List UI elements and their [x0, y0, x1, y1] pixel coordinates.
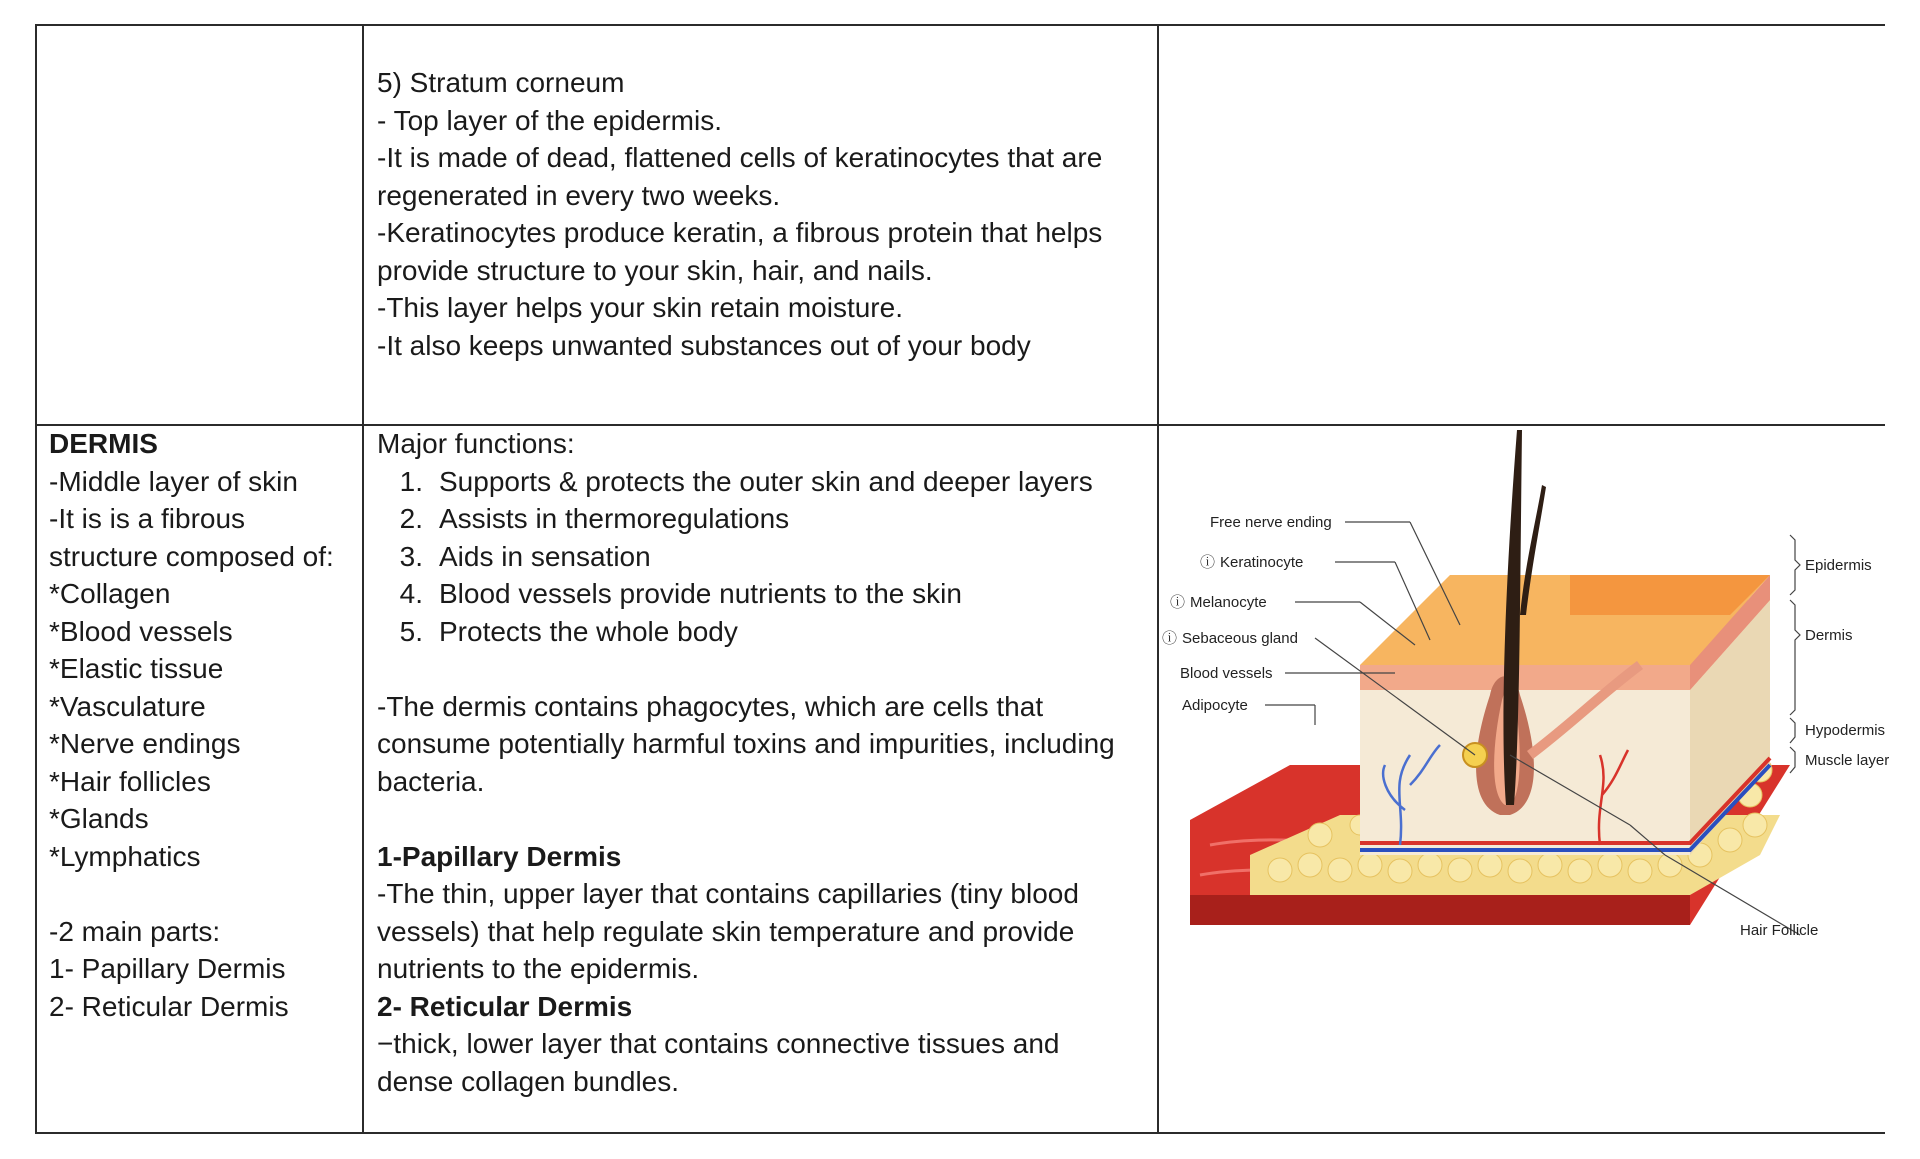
text-line: -It is made of dead, flattened cells of keratinocytes that are: [377, 142, 1103, 173]
list-item: *Lymphatics: [49, 840, 201, 872]
label-sebaceous-gland: Sebaceous gland: [1182, 630, 1298, 647]
col-border-1: [362, 24, 364, 1134]
text-line: -It is is a fibrous: [49, 503, 246, 534]
text-line: dense collagen bundles.: [377, 1065, 680, 1097]
list-item: *Elastic tissue: [49, 653, 224, 684]
reticular-title: 2- Reticular Dermis: [377, 990, 633, 1022]
col-border-left: [35, 24, 37, 1134]
label-hypodermis: Hypodermis: [1805, 722, 1886, 739]
label-dermis: Dermis: [1805, 627, 1853, 644]
col-border-2: [1157, 24, 1159, 1134]
text-line: regenerated in every two weeks.: [377, 179, 781, 211]
label-muscle-layer: Muscle layer: [1805, 752, 1890, 769]
text-line: -Keratinocytes produce keratin, a fibrous protein that helps: [377, 217, 1103, 248]
text-line: −thick, lower layer that contains connective tissues and: [377, 1028, 1060, 1059]
papillary-title: 1-Papillary Dermis: [377, 840, 622, 872]
text-line: -The dermis contains phagocytes, which are cells that: [377, 690, 1044, 722]
dermis-summary-cell: [49, 425, 334, 1025]
label-melanocyte: Melanocyte: [1190, 594, 1267, 611]
label-blood-vessels: Blood vessels: [1180, 665, 1273, 682]
dermis-title: DERMIS: [49, 428, 158, 459]
parts-title: -2 main parts:: [49, 915, 221, 947]
functions-title: Major functions:: [377, 428, 575, 459]
list-item: 2- Reticular Dermis: [49, 990, 289, 1022]
list-item: *Hair follicles: [49, 765, 211, 797]
info-icon: ⓘ: [1170, 594, 1186, 611]
info-icon: ⓘ: [1200, 554, 1216, 571]
row-border-top: [35, 24, 1885, 26]
list-item: *Vasculature: [49, 690, 206, 722]
text-line: consume potentially harmful toxins and impurities, including: [377, 728, 1115, 759]
list-item: 1- Papillary Dermis: [49, 953, 286, 984]
row-border-bottom: [35, 1132, 1885, 1134]
stratum-corneum-title: 5) Stratum corneum: [377, 67, 625, 98]
text-line: provide structure to your skin, hair, and nails.: [377, 254, 933, 286]
text-line: - Top layer of the epidermis.: [377, 104, 722, 136]
label-hair-follicle: Hair Follicle: [1740, 922, 1819, 939]
text-line: nutrients to the epidermis.: [377, 953, 700, 984]
list-item: *Blood vessels: [49, 615, 233, 647]
stratum-corneum-cell: [377, 64, 1102, 364]
label-epidermis: Epidermis: [1805, 557, 1872, 574]
list-item: *Glands: [49, 803, 149, 834]
label-keratinocyte: Keratinocyte: [1220, 554, 1304, 571]
text-line: -This layer helps your skin retain moisture.: [377, 292, 903, 323]
label-adipocyte: Adipocyte: [1182, 697, 1248, 714]
dermis-details-cell: [377, 425, 1115, 1100]
text-line: vessels) that help regulate skin temperature and provide: [377, 915, 1075, 947]
list-item: *Collagen: [49, 578, 171, 609]
list-item: 5. Protects the whole body: [399, 615, 738, 647]
list-item: 1. Supports & protects the outer skin and deeper layers: [399, 465, 1093, 497]
list-item: 2. Assists in thermoregulations: [399, 503, 790, 534]
text-line: -It also keeps unwanted substances out of your body: [377, 329, 1031, 361]
label-free-nerve-ending: Free nerve ending: [1210, 514, 1332, 531]
text-line: structure composed of:: [49, 540, 334, 572]
functions-list: [377, 463, 1115, 651]
list-item: 3. Aids in sensation: [399, 540, 651, 572]
skin-layers-diagram: [1162, 425, 1890, 945]
list-item: *Nerve endings: [49, 728, 241, 759]
text-line: -The thin, upper layer that contains capillaries (tiny blood: [377, 878, 1079, 909]
info-icon: ⓘ: [1162, 630, 1178, 647]
list-item: 4. Blood vessels provide nutrients to the skin: [399, 578, 962, 609]
text-line: bacteria.: [377, 765, 485, 797]
text-line: -Middle layer of skin: [49, 465, 298, 497]
